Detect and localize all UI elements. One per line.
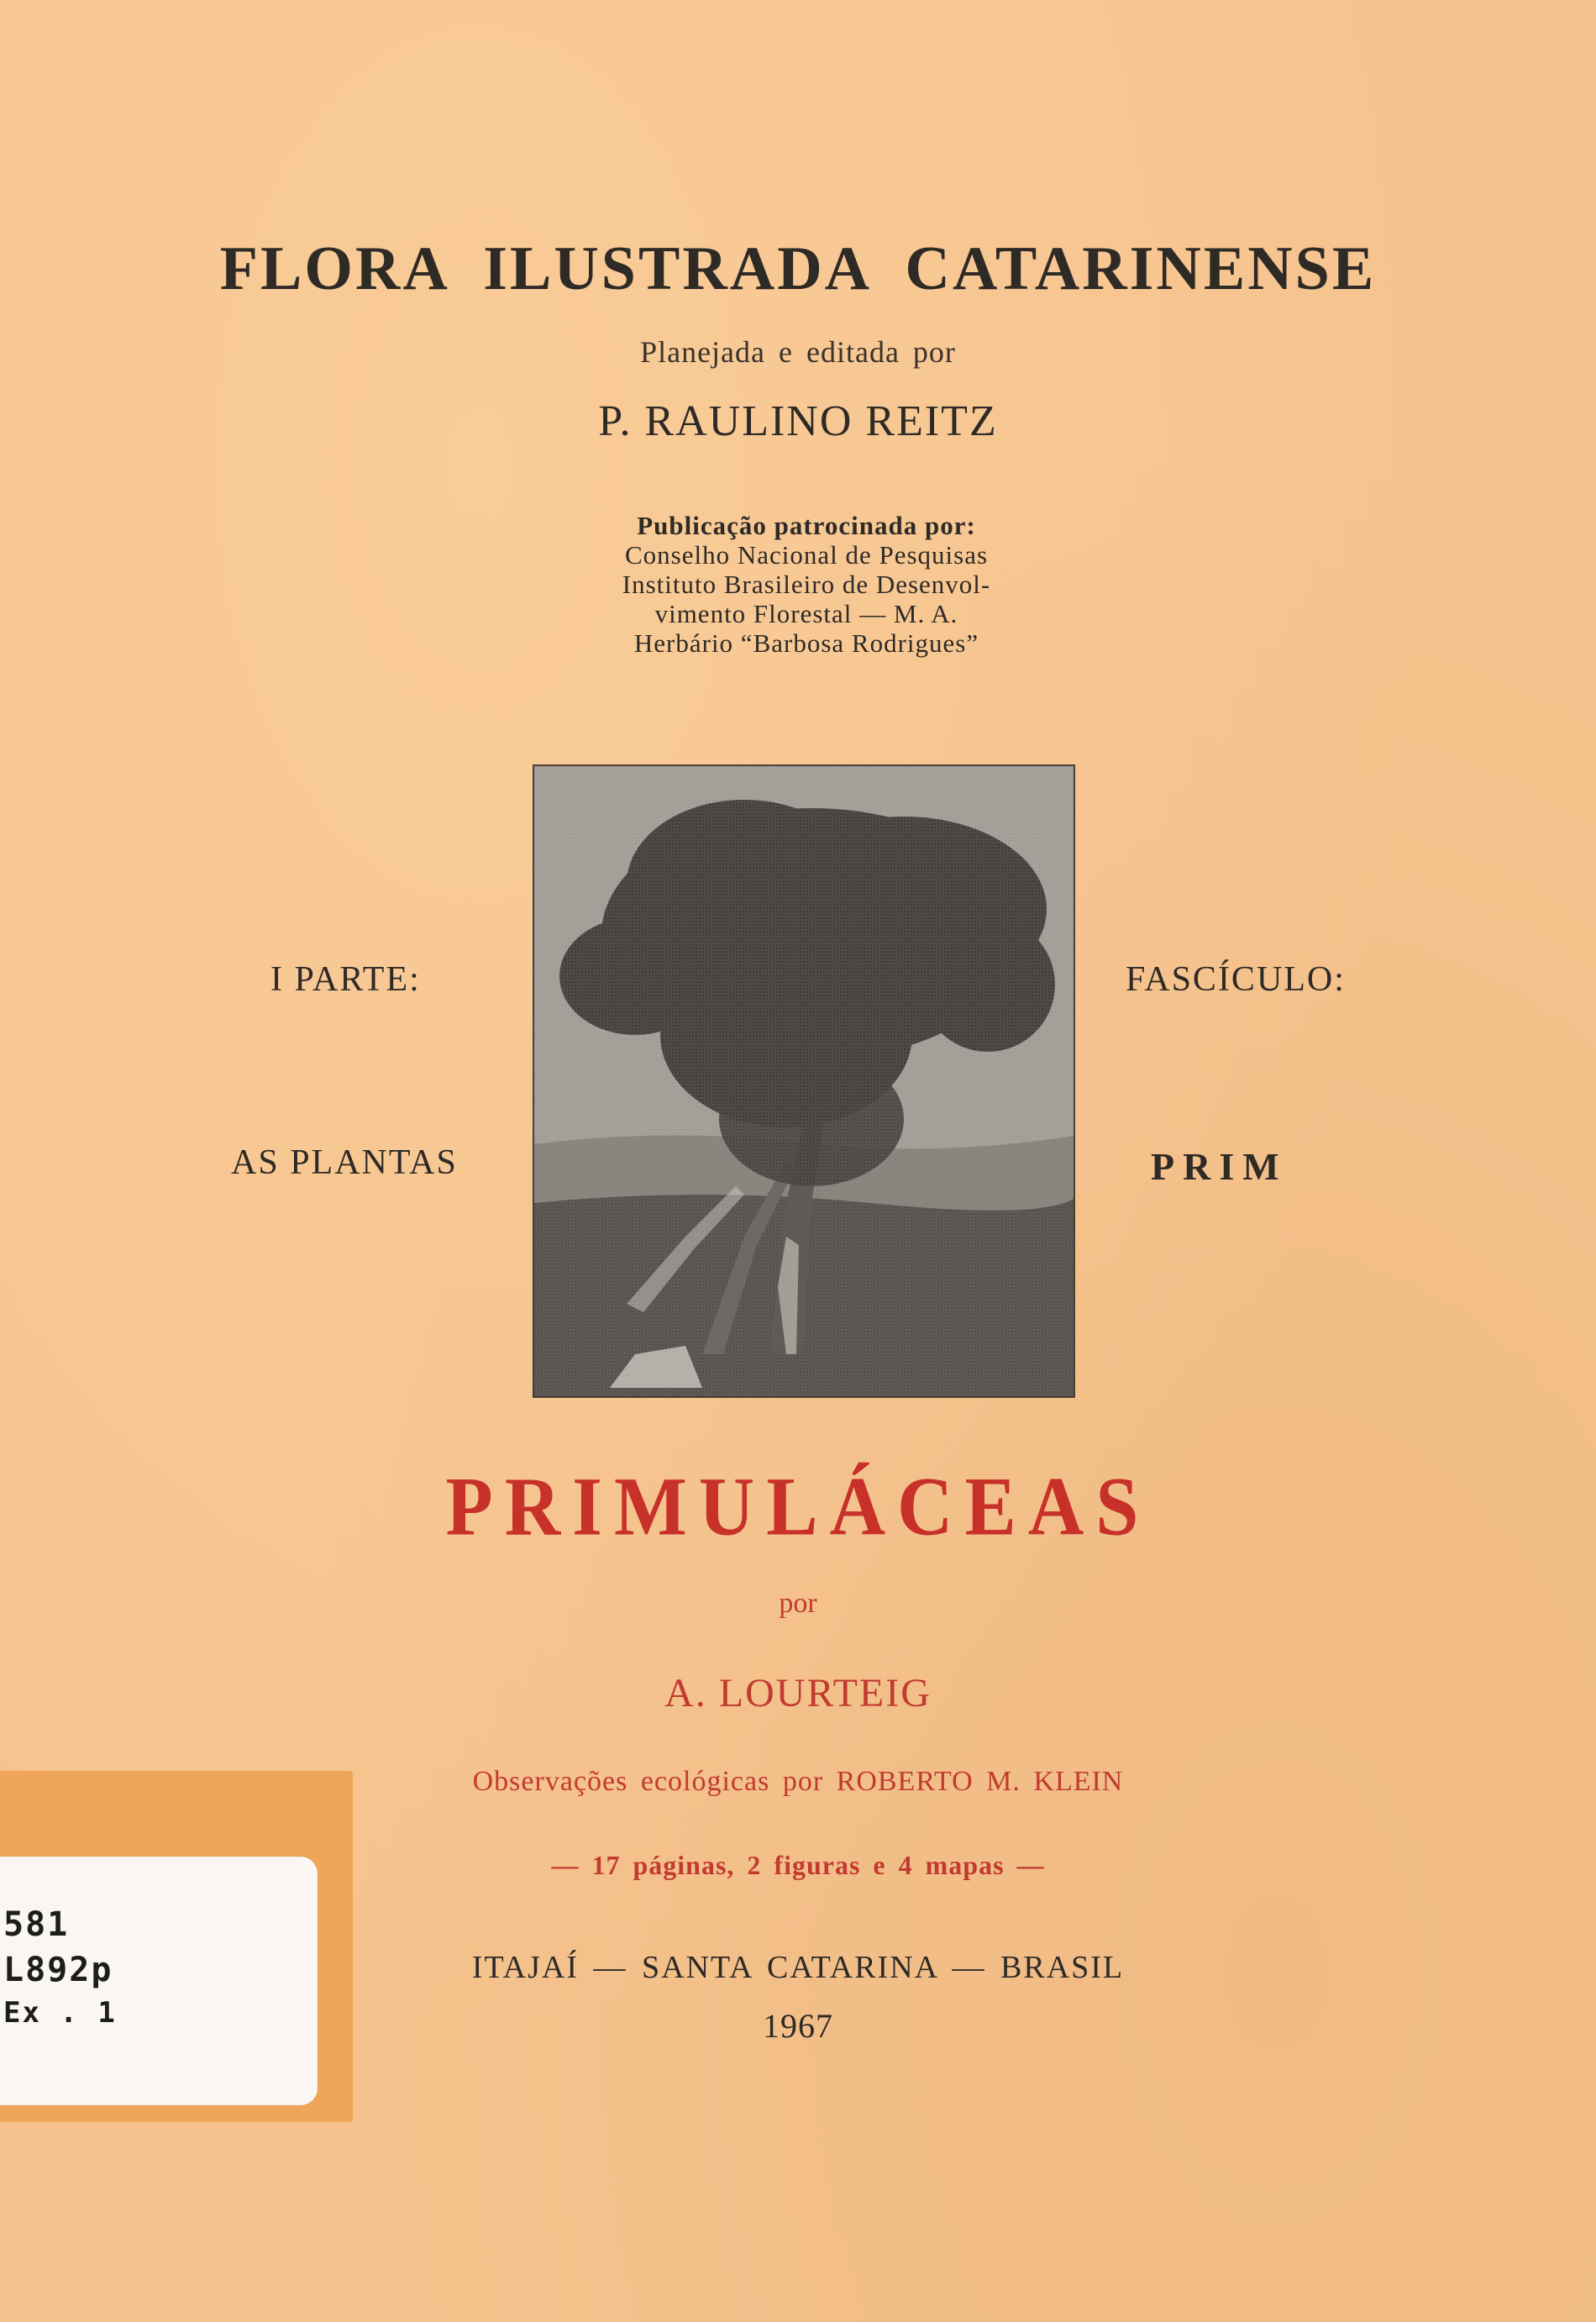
sponsor-line: Conselho Nacional de Pesquisas [624,540,989,570]
tree-photo-illustration [534,766,1074,1396]
sponsor-line: Instituto Brasileiro de Desenvol- [622,570,991,599]
part-value: AS PLANTAS [231,1143,458,1182]
pages-note: — 17 páginas, 2 figuras e 4 mapas — [551,1850,1045,1880]
author-name: A. LOURTEIG [664,1671,932,1715]
tree-photograph [533,764,1075,1398]
call-number-line: 581 [3,1905,70,1944]
family-title: PRIMULÁCEAS [445,1459,1151,1553]
sponsor-line: vimento Florestal — M. A. [654,599,958,628]
part-label: I PARTE: [270,960,421,999]
editor-name: P. RAULINO REITZ [598,397,998,445]
sponsor-block [538,511,1075,658]
ecology-note: Observações ecológicas por ROBERTO M. KLEIN [472,1766,1124,1797]
by-line: por [779,1588,817,1619]
call-number-line: Ex . 1 [3,1996,117,2030]
fascicle-label: FASCÍCULO: [1126,960,1346,999]
imprint-year: 1967 [763,2007,833,2045]
call-number-line: L892p [3,1951,113,1989]
series-title: FLORA ILUSTRADA CATARINENSE [219,234,1377,303]
fascicle-value: PRIM [1151,1145,1288,1188]
imprint-place: ITAJAÍ — SANTA CATARINA — BRASIL [471,1950,1125,1985]
sponsor-heading: Publicação patrocinada por: [637,511,976,540]
planned-by-line: Planejada e editada por [640,335,956,369]
sponsor-line: Herbário “Barbosa Rodrigues” [633,628,979,658]
